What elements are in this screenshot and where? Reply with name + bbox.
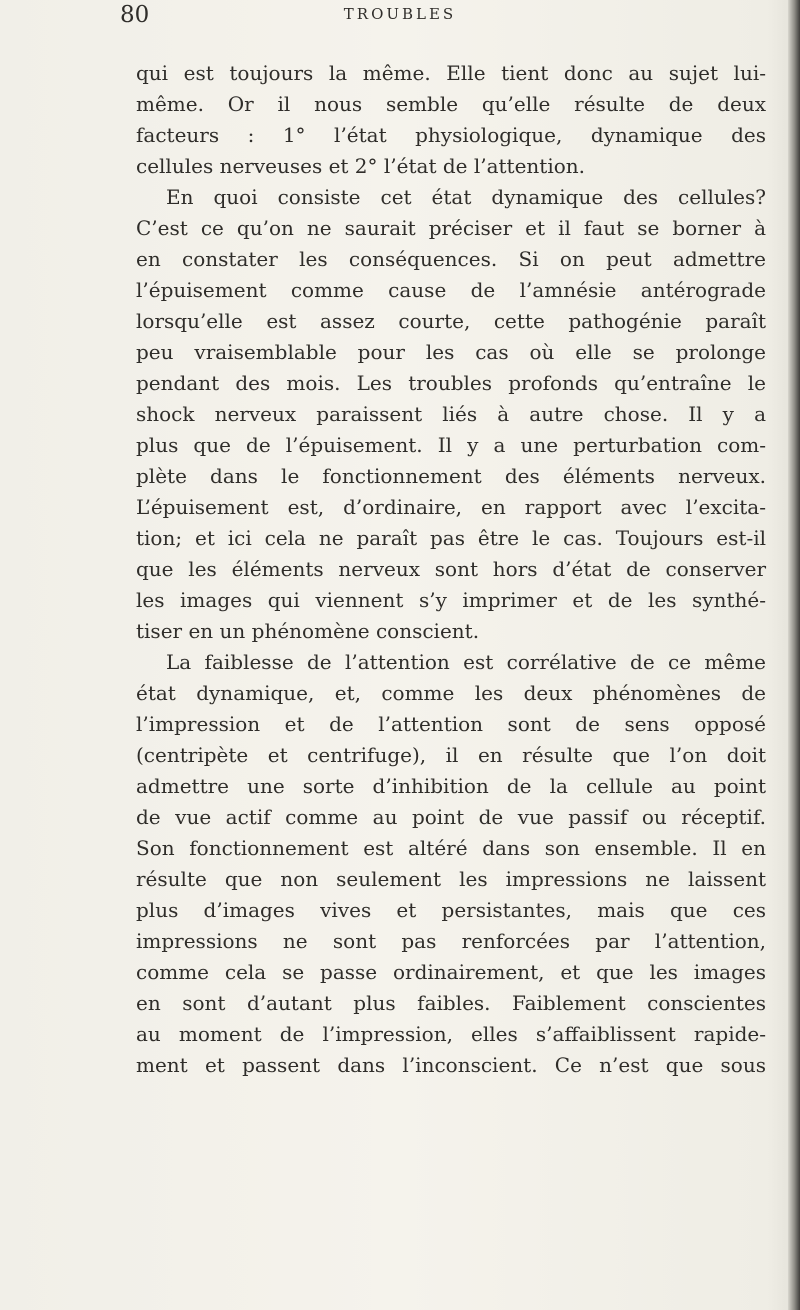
text-line: cellules nerveuses et 2° l’état de l’attention. bbox=[136, 154, 586, 178]
text-line: En quoi consiste cet état dynamique des cellules? bbox=[166, 185, 766, 209]
text-line: de vue actif comme au point de vue passif ou réceptif. bbox=[136, 805, 766, 829]
text-line: tion; et ici cela ne paraît pas être le cas. Toujours est-il bbox=[136, 526, 766, 550]
running-title: TROUBLES bbox=[343, 5, 457, 23]
text-line: tiser en un phénomène conscient. bbox=[136, 619, 480, 643]
page-number: 80 bbox=[120, 2, 150, 28]
text-line: lorsqu’elle est assez courte, cette pathogénie paraît bbox=[136, 309, 766, 333]
text-line: peu vraisemblable pour les cas où elle se prolonge bbox=[136, 340, 766, 364]
text-line: au moment de l’impression, elles s’affaiblissent rapide- bbox=[136, 1022, 766, 1046]
text-line: impressions ne sont pas renforcées par l’attention, bbox=[136, 929, 766, 953]
text-line: même. Or il nous semble qu’elle résulte de deux bbox=[136, 92, 766, 116]
text-line: les images qui viennent s’y imprimer et de les synthé- bbox=[136, 588, 766, 612]
text-line: plus que de l’épuisement. Il y a une perturbation com- bbox=[136, 433, 766, 457]
text-line: plète dans le fonctionnement des éléments nerveux. bbox=[136, 464, 766, 488]
body-text bbox=[136, 58, 766, 1081]
text-line: résulte que non seulement les impressions ne laissent bbox=[136, 867, 766, 891]
text-line: ment et passent dans l’inconscient. Ce n’est que sous bbox=[136, 1053, 766, 1077]
text-line: pendant des mois. Les troubles profonds qu’entraîne le bbox=[136, 371, 766, 395]
text-line: (centripète et centrifuge), il en résulte que l’on doit bbox=[136, 743, 766, 767]
text-line: que les éléments nerveux sont hors d’état de conserver bbox=[136, 557, 766, 581]
page-edge-shadow bbox=[788, 0, 800, 1310]
text-line: en sont d’autant plus faibles. Faiblement conscientes bbox=[136, 991, 766, 1015]
text-line: comme cela se passe ordinairement, et que les images bbox=[136, 960, 766, 984]
text-line: l’impression et de l’attention sont de sens opposé bbox=[136, 712, 766, 736]
text-line: facteurs : 1° l’état physiologique, dynamique des bbox=[136, 123, 766, 147]
text-line: admettre une sorte d’inhibition de la cellule au point bbox=[136, 774, 766, 798]
text-line: état dynamique, et, comme les deux phénomènes de bbox=[136, 681, 766, 705]
text-line: qui est toujours la même. Elle tient donc au sujet lui- bbox=[136, 61, 766, 85]
text-line: plus d’images vives et persistantes, mais que ces bbox=[136, 898, 766, 922]
text-line: en constater les conséquences. Si on peut admettre bbox=[136, 247, 766, 271]
text-line: l’épuisement comme cause de l’amnésie antérograde bbox=[136, 278, 766, 302]
text-line: C’est ce qu’on ne saurait préciser et il faut se borner à bbox=[136, 216, 766, 240]
text-line: La faiblesse de l’attention est corrélative de ce même bbox=[166, 650, 766, 674]
text-line: shock nerveux paraissent liés à autre chose. Il y a bbox=[136, 402, 766, 426]
text-line: L’épuisement est, d’ordinaire, en rapport avec l’excita- bbox=[136, 495, 766, 519]
text-line: Son fonctionnement est altéré dans son ensemble. Il en bbox=[136, 836, 766, 860]
